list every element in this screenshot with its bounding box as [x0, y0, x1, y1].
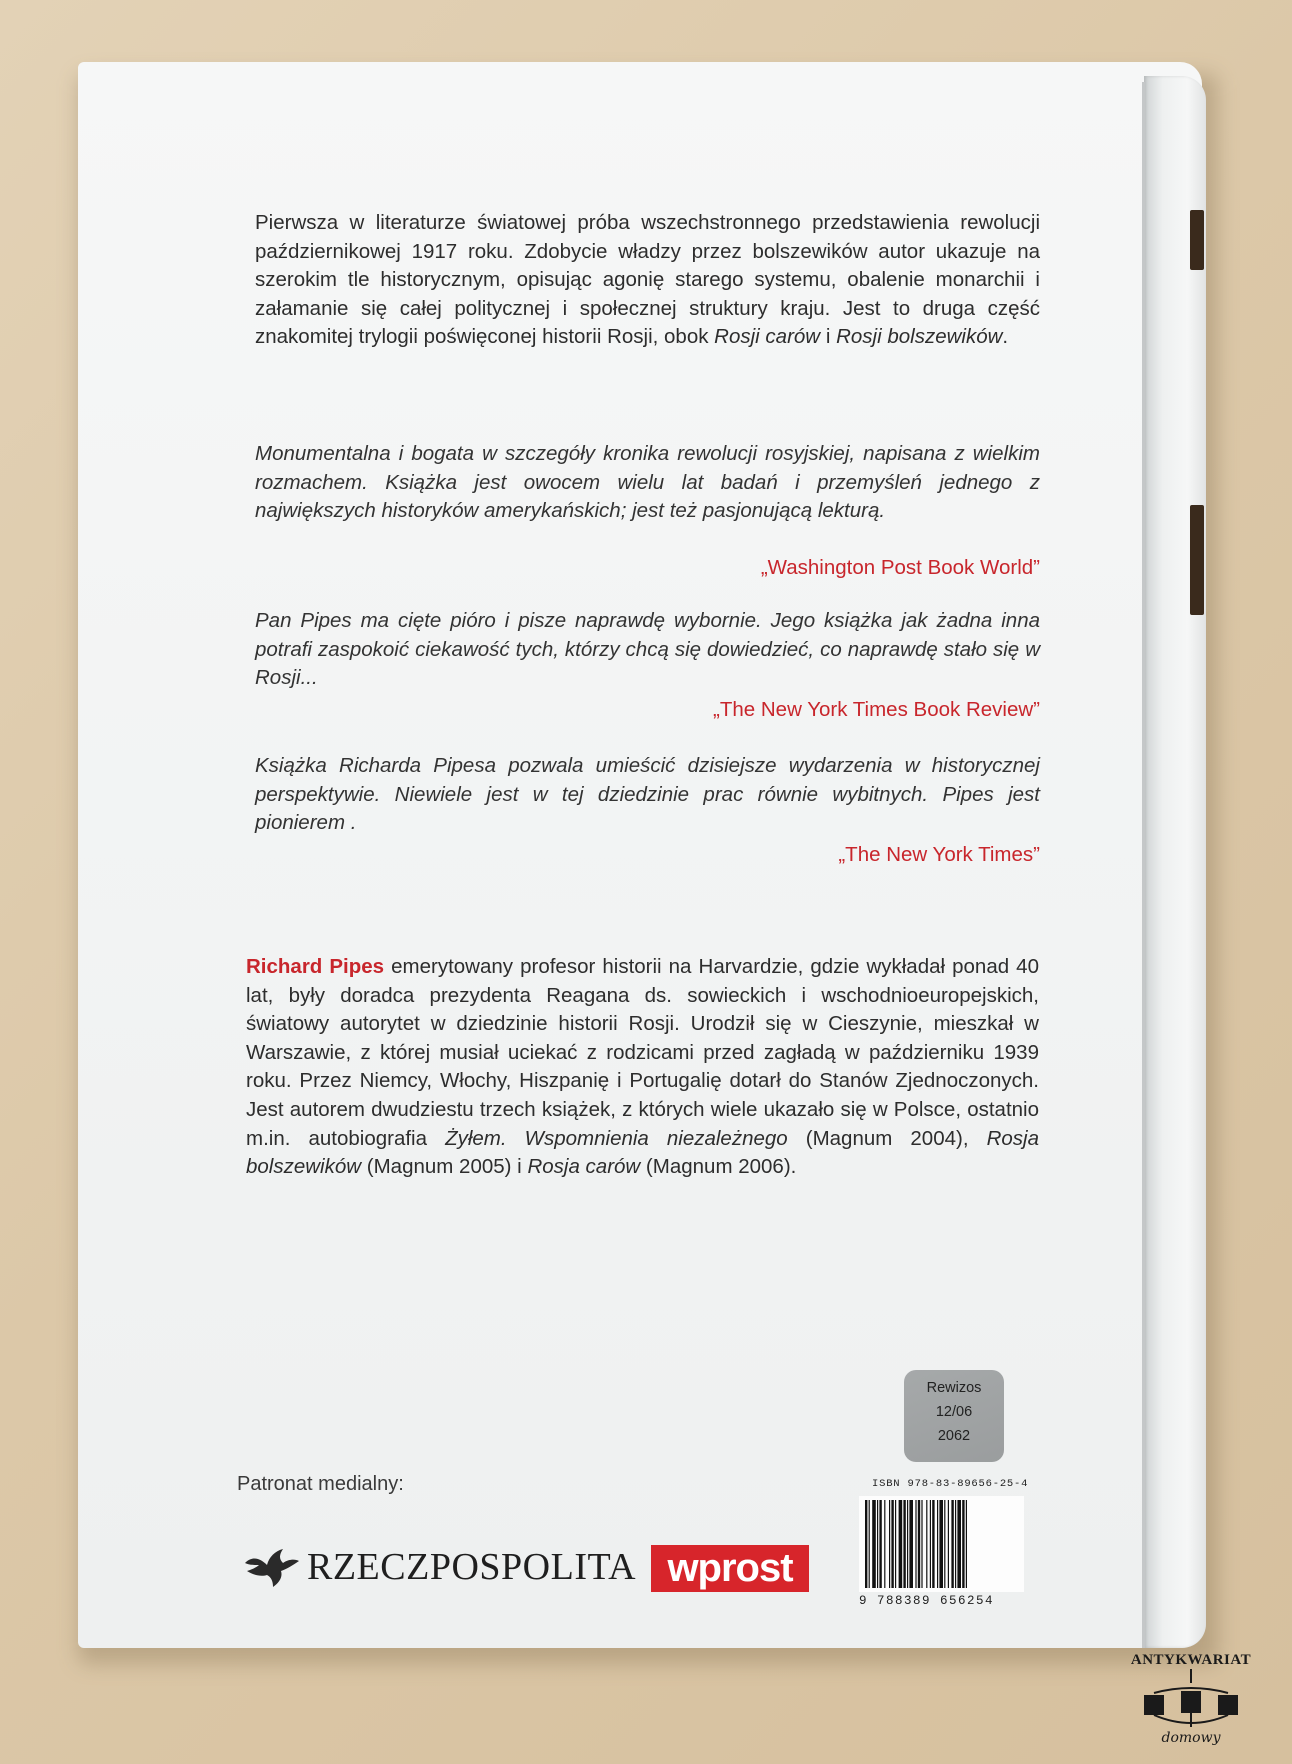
barcode-bar — [907, 1500, 908, 1588]
barcode-bar — [937, 1500, 938, 1588]
description-text: Pierwsza w literaturze światowej próba wszechstronnego przedstawienia rewolucji październikowej 1917 roku. Zdobycie władzy przez bolszewików autor ukazuje na szerokim tle historycznym, opisując agonię starego systemu, obalenie monarchii i załamanie się całej politycznej i społecznej struktury kraju. Jest to druga część znakomitej trylogii poświęconej historii Rosji, obok — [255, 211, 1040, 349]
author-bio-text: emerytowany profesor historii na Harvardzie, gdzie wykładał ponad 40 lat, były doradca prezydenta Reagana ds. sowieckich i wschodnioeuropejskich, światowy autorytet w dziedzinie historii Rosji. Urodził się w Cieszynie, mieszkał w Warszawie, z której musiał uciekać z rodzicami przed zagładą w październiku 1939 roku. Przez Niemcy, Włochy, Hiszpanię i Portugalię dotarł do Stanów Zjednoczonych. Jest autorem dwudziestu trzech książek, z których wiele ukazało się w Polsce, ostatnio m.in. autobiografia — [246, 955, 1039, 1150]
barcode-bar — [932, 1500, 934, 1588]
barcode-bar — [891, 1500, 893, 1588]
barcode-bar — [909, 1500, 913, 1588]
barcode-bar — [921, 1500, 922, 1588]
barcode-bar — [955, 1500, 956, 1588]
barcode-bar — [884, 1500, 885, 1588]
barcode-bar — [895, 1500, 896, 1588]
barcode-bar — [957, 1500, 961, 1588]
barcode-bar — [930, 1500, 931, 1588]
barcode-image — [859, 1496, 1024, 1592]
review-source: „The New York Times Book Review” — [713, 698, 1040, 721]
rzeczpospolita-logo — [243, 1545, 636, 1589]
title-rosja-bolszewikow: Rosji bolszewików — [836, 325, 1003, 349]
review-source: „Washington Post Book World” — [760, 556, 1040, 579]
book-spine — [1144, 76, 1206, 1648]
author-name: Richard Pipes — [246, 955, 385, 978]
barcode-bar — [926, 1500, 927, 1588]
barcode-bar — [962, 1500, 964, 1588]
isbn-label: ISBN 978-83-89656-25-4 — [872, 1478, 1029, 1490]
review-quote: Pan Pipes ma cięte pióro i pisze naprawdę wybornie. Jego książka jak żadna inna potrafi zaspokoić ciekawość tych, którzy chcą się dowiedzieć, co naprawdę stało się w Rosji... — [255, 609, 1040, 690]
wprost-logo: wprost — [651, 1545, 809, 1592]
barcode-bar — [948, 1500, 949, 1588]
barcode-bar — [865, 1500, 867, 1588]
antykwariat-watermark — [1126, 1652, 1256, 1746]
barcode-bar — [951, 1500, 953, 1588]
barcode-bar — [889, 1500, 890, 1588]
author-bio-text: (Magnum 2005) i — [361, 1155, 528, 1179]
rzeczpospolita-text: RZECZPOSPOLITA — [307, 1546, 637, 1588]
barcode-bar — [903, 1500, 905, 1588]
sticker-line: Rewizos — [926, 1380, 982, 1396]
description-mid: i — [820, 325, 837, 349]
barcode-bar — [869, 1500, 870, 1588]
watermark-title: ANTYKWARIAT — [1130, 1652, 1252, 1668]
barcode-bar — [877, 1500, 878, 1588]
barcode-bar — [939, 1500, 943, 1588]
eagle-icon — [243, 1545, 301, 1589]
barcode-bar — [944, 1500, 945, 1588]
watermark-subtitle: domowy — [1161, 1730, 1221, 1746]
review-quote: Monumentalna i bogata w szczegóły kronika rewolucji rosyjskiej, napisana z wielkim rozmachem. Książka jest owocem wielu lat badań i przemyśleń jednego z największych historyków amerykańskich; jest też pasjonującą lekturą. — [255, 442, 1040, 523]
sticker-line: 12/06 — [935, 1404, 973, 1420]
barcode-bar — [966, 1500, 967, 1588]
barcode-bar — [915, 1500, 916, 1588]
author-bio — [246, 953, 1039, 1182]
spine-mark-bottom — [1190, 505, 1204, 615]
author-bio-text: (Magnum 2004), — [787, 1126, 987, 1150]
review-quote: Książka Richarda Pipesa pozwala umieścić dzisiejsze wydarzenia w historycznej perspektywie. Niewiele jest w tej dziedzinie prac równie wybitnych. Pipes jest pionierem . — [255, 754, 1040, 835]
author-bio-text: (Magnum 2006). — [640, 1155, 797, 1179]
barcode-bar — [879, 1500, 881, 1588]
review-source: „The New York Times” — [838, 843, 1040, 866]
description-end: . — [1002, 325, 1009, 349]
book-title: Żyłem. Wspomnienia niezależnego — [445, 1126, 788, 1150]
book-title: Rosja bolszewików — [246, 1126, 1039, 1179]
chandelier-icon — [1136, 1669, 1246, 1731]
price-sticker — [904, 1370, 1004, 1462]
barcode-digits: 9 788389 656254 — [859, 1594, 995, 1608]
sticker-line: 2062 — [937, 1428, 971, 1444]
barcode-bar — [899, 1500, 903, 1588]
description-paragraph — [255, 209, 1040, 352]
book-title: Rosja carów — [527, 1155, 641, 1179]
spine-mark-top — [1190, 210, 1204, 270]
barcode-bar — [872, 1500, 876, 1588]
title-rosja-carow: Rosji carów — [714, 325, 821, 349]
patronat-label: Patronat medialny: — [237, 1473, 404, 1495]
barcode-bar — [918, 1500, 920, 1588]
spine-hinge — [1142, 82, 1145, 1648]
